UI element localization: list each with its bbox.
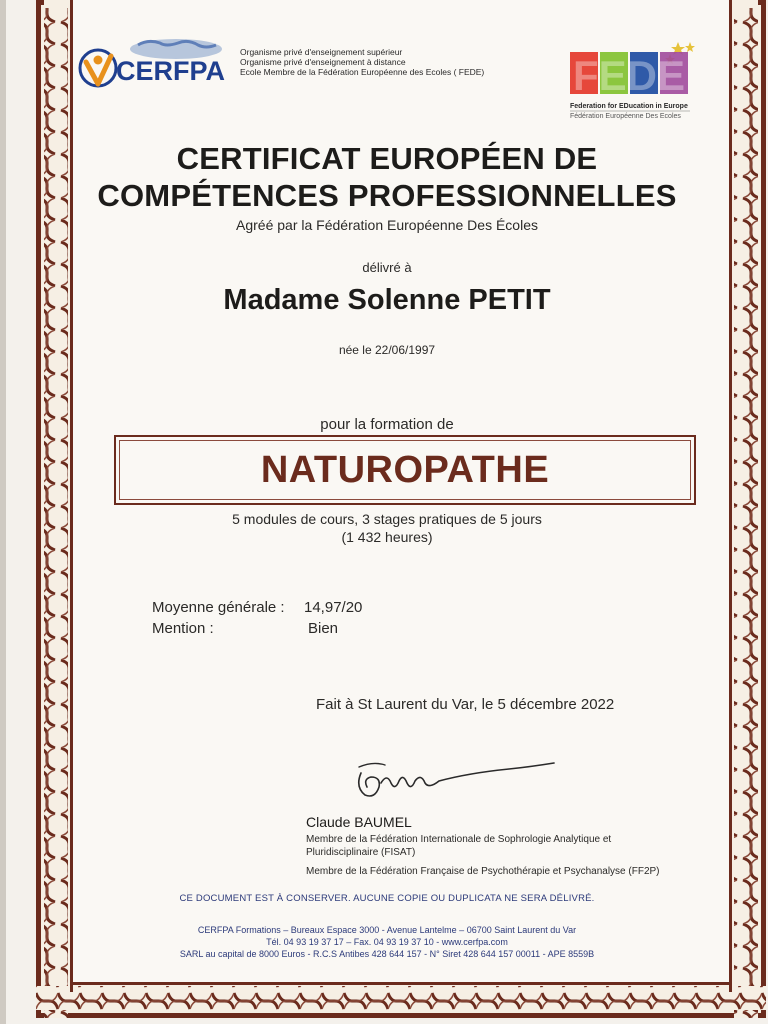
- org-line: Organisme privé d'enseignement à distance: [240, 57, 406, 67]
- footer: [6, 924, 768, 960]
- signer-roles: [306, 833, 726, 878]
- fede-line: Fédération Européenne Des Ecoles: [570, 113, 681, 120]
- signer-role: Membre de la Fédération Française de Psychothérapie et Psychanalyse (FF2P): [306, 866, 660, 877]
- average-value: 14,97/20: [304, 599, 363, 616]
- fede-line: Federation for EDucation in Europe: [570, 103, 688, 110]
- footer-line: Tél. 04 93 19 37 17 – Fax. 04 93 19 37 10 - www.cerfpa.com: [266, 937, 508, 947]
- formation-label: pour la formation de: [320, 416, 454, 433]
- course-name: NATUROPATHE: [260, 449, 550, 491]
- approval-text: Agréé par la Fédération Européenne Des Écoles: [236, 217, 538, 233]
- hours-text: (1 432 heures): [341, 529, 433, 545]
- conservation-notice: CE DOCUMENT EST À CONSERVER. AUCUNE COPIE OU DUPLICATA NE SERA DÉLIVRÉ.: [179, 893, 595, 904]
- fede-logo-text: FEDE: [572, 52, 686, 99]
- recipient-name: Madame Solenne PETIT: [223, 284, 551, 316]
- title-line: COMPÉTENCES PROFESSIONNELLES: [97, 178, 677, 213]
- certificate-title: [6, 140, 768, 214]
- mention-label: Mention :: [152, 620, 214, 637]
- org-line: Organisme privé d'enseignement supérieur: [240, 47, 403, 57]
- footer-line: SARL au capital de 8000 Euros - R.C.S Antibes 428 644 157 - N° Siret 428 644 157 00011 - APE 8559B: [179, 949, 595, 959]
- organisation-info: [240, 47, 484, 77]
- average-label: Moyenne générale :: [152, 599, 285, 616]
- signer-role: Membre de la Fédération Internationale de Sophrologie Analytique et: [306, 834, 612, 845]
- cerfpa-logo: [76, 36, 236, 92]
- birth-date: née le 22/06/1997: [338, 343, 436, 357]
- signer-name: Claude BAUMEL: [306, 814, 412, 830]
- place-date: Fait à St Laurent du Var, le 5 décembre 2022: [316, 696, 615, 713]
- course-details: [6, 510, 768, 546]
- certificate-sheet: [6, 0, 768, 1024]
- delivered-label: délivré à: [362, 260, 412, 275]
- mention-value: Bien: [308, 620, 339, 637]
- title-line: CERTIFICAT EUROPÉEN DE: [176, 141, 598, 176]
- footer-line: CERFPA Formations – Bureaux Espace 3000 - Avenue Lantelme – 06700 Saint Laurent du Var: [197, 925, 577, 935]
- org-line: Ecole Membre de la Fédération Européenne des Ecoles ( FEDE): [240, 67, 485, 77]
- signer-role: Pluridisciplinaire (FISAT): [306, 847, 416, 858]
- fede-logo: [566, 38, 696, 122]
- signature-icon: [351, 755, 566, 800]
- modules-text: 5 modules de cours, 3 stages pratiques de 5 jours: [232, 511, 542, 527]
- cerfpa-logo-text: CERFPA: [116, 56, 226, 86]
